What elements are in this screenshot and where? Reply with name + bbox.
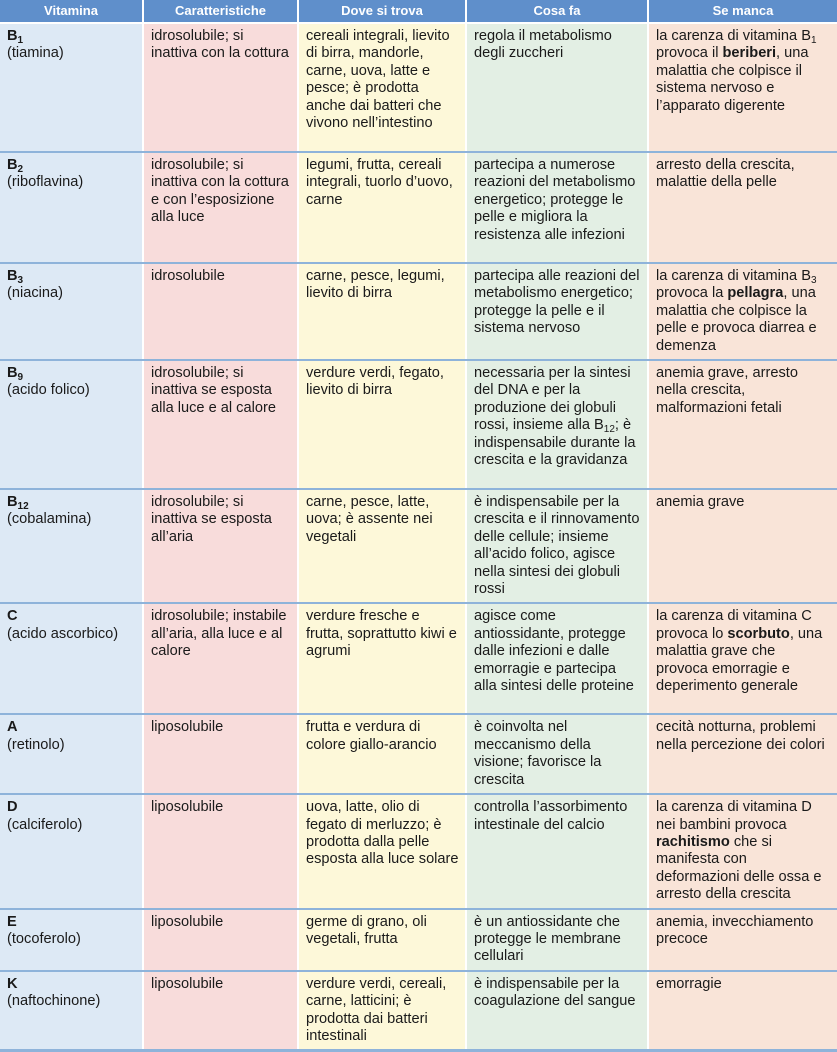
characteristics-cell: idrosolubile; si inattiva con la cottura e con l’esposizione alla luce	[143, 152, 298, 263]
table-row	[0, 794, 837, 908]
header-vitamina: Vitamina	[0, 0, 143, 23]
vitamin-symbol: $B_3$	[7, 268, 24, 286]
vitamin-cell	[0, 794, 143, 908]
vitamin-name: (riboflavina)	[7, 174, 84, 191]
vitamin-cell	[0, 971, 143, 1051]
vitamin-symbol: $B_1$	[7, 28, 24, 46]
sources-cell: germe di grano, oli vegetali, frutta	[298, 909, 466, 971]
characteristics-cell: liposolubile	[143, 909, 298, 971]
header-cosa-fa: Cosa fa	[466, 0, 648, 23]
table-row	[0, 909, 837, 971]
vitamin-name: (acido folico)	[7, 382, 90, 399]
deficiency-cell: la carenza di vitamina D nei bambini provoca rachitismo che si manifesta con deformazioni delle ossa e arresto della crescita	[648, 794, 837, 908]
table-row	[0, 489, 837, 603]
sources-cell: cereali integrali, lievito di birra, mandorle, carne, uova, latte e pesce; è prodotta anche dai batteri che vivono nell’intestino	[298, 23, 466, 152]
table-row	[0, 263, 837, 360]
deficiency-cell: la carenza di vitamina $B_1$ provoca il beriberi, una malattia che colpisce il sistema nervoso e l’apparato digerente	[648, 23, 837, 152]
vitamin-cell	[0, 263, 143, 360]
vitamin-name: (calciferolo)	[7, 816, 83, 833]
table-row	[0, 360, 837, 489]
vitamin-symbol: K	[7, 975, 18, 992]
vitamin-symbol: E	[7, 913, 17, 930]
function-cell: è indispensabile per la coagulazione del sangue	[466, 971, 648, 1051]
vitamin-cell	[0, 489, 143, 603]
table-row	[0, 971, 837, 1051]
function-cell: è coinvolta nel meccanismo della visione; favorisce la crescita	[466, 714, 648, 794]
header-se-manca: Se manca	[648, 0, 837, 23]
vitamin-name: (retinolo)	[7, 736, 65, 753]
sources-cell: carne, pesce, legumi, lievito di birra	[298, 263, 466, 360]
header-dove-si-trova: Dove si trova	[298, 0, 466, 23]
function-cell: è un antiossidante che protegge le membrane cellulari	[466, 909, 648, 971]
characteristics-cell: idrosolubile; instabile all’aria, alla luce e al calore	[143, 603, 298, 714]
vitamin-symbol: $B_{12}$	[7, 494, 29, 513]
deficiency-cell: la carenza di vitamina C provoca lo scorbuto, una malattia grave che provoca emorragie e deperimento generale	[648, 603, 837, 714]
function-cell: è indispensabile per la crescita e il rinnovamento delle cellule; insieme all’acido folico, agisce nella sintesi dei globuli rossi	[466, 489, 648, 603]
deficiency-cell: cecità notturna, problemi nella percezione dei colori	[648, 714, 837, 794]
sources-cell: verdure verdi, fegato, lievito di birra	[298, 360, 466, 489]
characteristics-cell: liposolubile	[143, 794, 298, 908]
sources-cell: frutta e verdura di colore giallo-arancio	[298, 714, 466, 794]
header-row	[0, 0, 837, 23]
deficiency-cell: anemia, invecchiamento precoce	[648, 909, 837, 971]
deficiency-cell: anemia grave, arresto nella crescita, malformazioni fetali	[648, 360, 837, 489]
vitamin-symbol: C	[7, 608, 18, 625]
sources-cell: carne, pesce, latte, uova; è assente nei vegetali	[298, 489, 466, 603]
table-row	[0, 152, 837, 263]
vitamin-cell	[0, 23, 143, 152]
function-cell: controlla l’assorbimento intestinale del calcio	[466, 794, 648, 908]
vitamin-cell	[0, 603, 143, 714]
table-row	[0, 603, 837, 714]
vitamin-cell	[0, 714, 143, 794]
deficiency-cell: emorragie	[648, 971, 837, 1051]
vitamin-symbol: $B_2$	[7, 157, 24, 175]
table-row	[0, 23, 837, 152]
function-cell: partecipa a numerose reazioni del metabolismo energetico; protegge le pelle e migliora la resistenza alle infezioni	[466, 152, 648, 263]
sources-cell: legumi, frutta, cereali integrali, tuorlo d’uovo, carne	[298, 152, 466, 263]
characteristics-cell: idrosolubile	[143, 263, 298, 360]
function-cell: necessaria per la sintesi del DNA e per la produzione dei globuli rossi, insieme alla $B_{12}$; è indispensabile durante la crescita e la gravidanza	[466, 360, 648, 489]
table-row	[0, 714, 837, 794]
characteristics-cell: liposolubile	[143, 714, 298, 794]
vitamin-symbol: D	[7, 799, 18, 816]
sources-cell: verdure verdi, cereali, carne, latticini; è prodotta dai batteri intestinali	[298, 971, 466, 1051]
deficiency-cell: anemia grave	[648, 489, 837, 603]
deficiency-cell: la carenza di vitamina $B_3$ provoca la pellagra, una malattia che colpisce la pelle e provoca diarrea e demenza	[648, 263, 837, 360]
function-cell: partecipa alle reazioni del metabolismo energetico; protegge la pelle e il sistema nervoso	[466, 263, 648, 360]
vitamin-name: (cobalamina)	[7, 511, 92, 528]
vitamin-name: (niacina)	[7, 285, 63, 302]
vitamin-name: (tocoferolo)	[7, 930, 81, 947]
deficiency-cell: arresto della crescita, malattie della pelle	[648, 152, 837, 263]
header-caratteristiche: Caratteristiche	[143, 0, 298, 23]
function-cell: regola il metabolismo degli zuccheri	[466, 23, 648, 152]
sources-cell: uova, latte, olio di fegato di merluzzo; è prodotta dalla pelle esposta alla luce solare	[298, 794, 466, 908]
characteristics-cell: idrosolubile; si inattiva se esposta alla luce e al calore	[143, 360, 298, 489]
vitamin-name: (acido ascorbico)	[7, 625, 119, 642]
vitamin-symbol: A	[7, 719, 18, 736]
vitamin-cell	[0, 909, 143, 971]
vitamin-name: (tiamina)	[7, 45, 64, 62]
characteristics-cell: idrosolubile; si inattiva se esposta all’aria	[143, 489, 298, 603]
vitamin-symbol: $B_9$	[7, 365, 24, 384]
characteristics-cell: liposolubile	[143, 971, 298, 1051]
vitamin-name: (naftochinone)	[7, 993, 101, 1010]
function-cell: agisce come antiossidante, protegge dalle infezioni e dalle emorragie e partecipa alla sintesi delle proteine	[466, 603, 648, 714]
sources-cell: verdure fresche e frutta, soprattutto kiwi e agrumi	[298, 603, 466, 714]
characteristics-cell: idrosolubile; si inattiva con la cottura	[143, 23, 298, 152]
vitamin-cell	[0, 360, 143, 489]
vitamin-cell	[0, 152, 143, 263]
